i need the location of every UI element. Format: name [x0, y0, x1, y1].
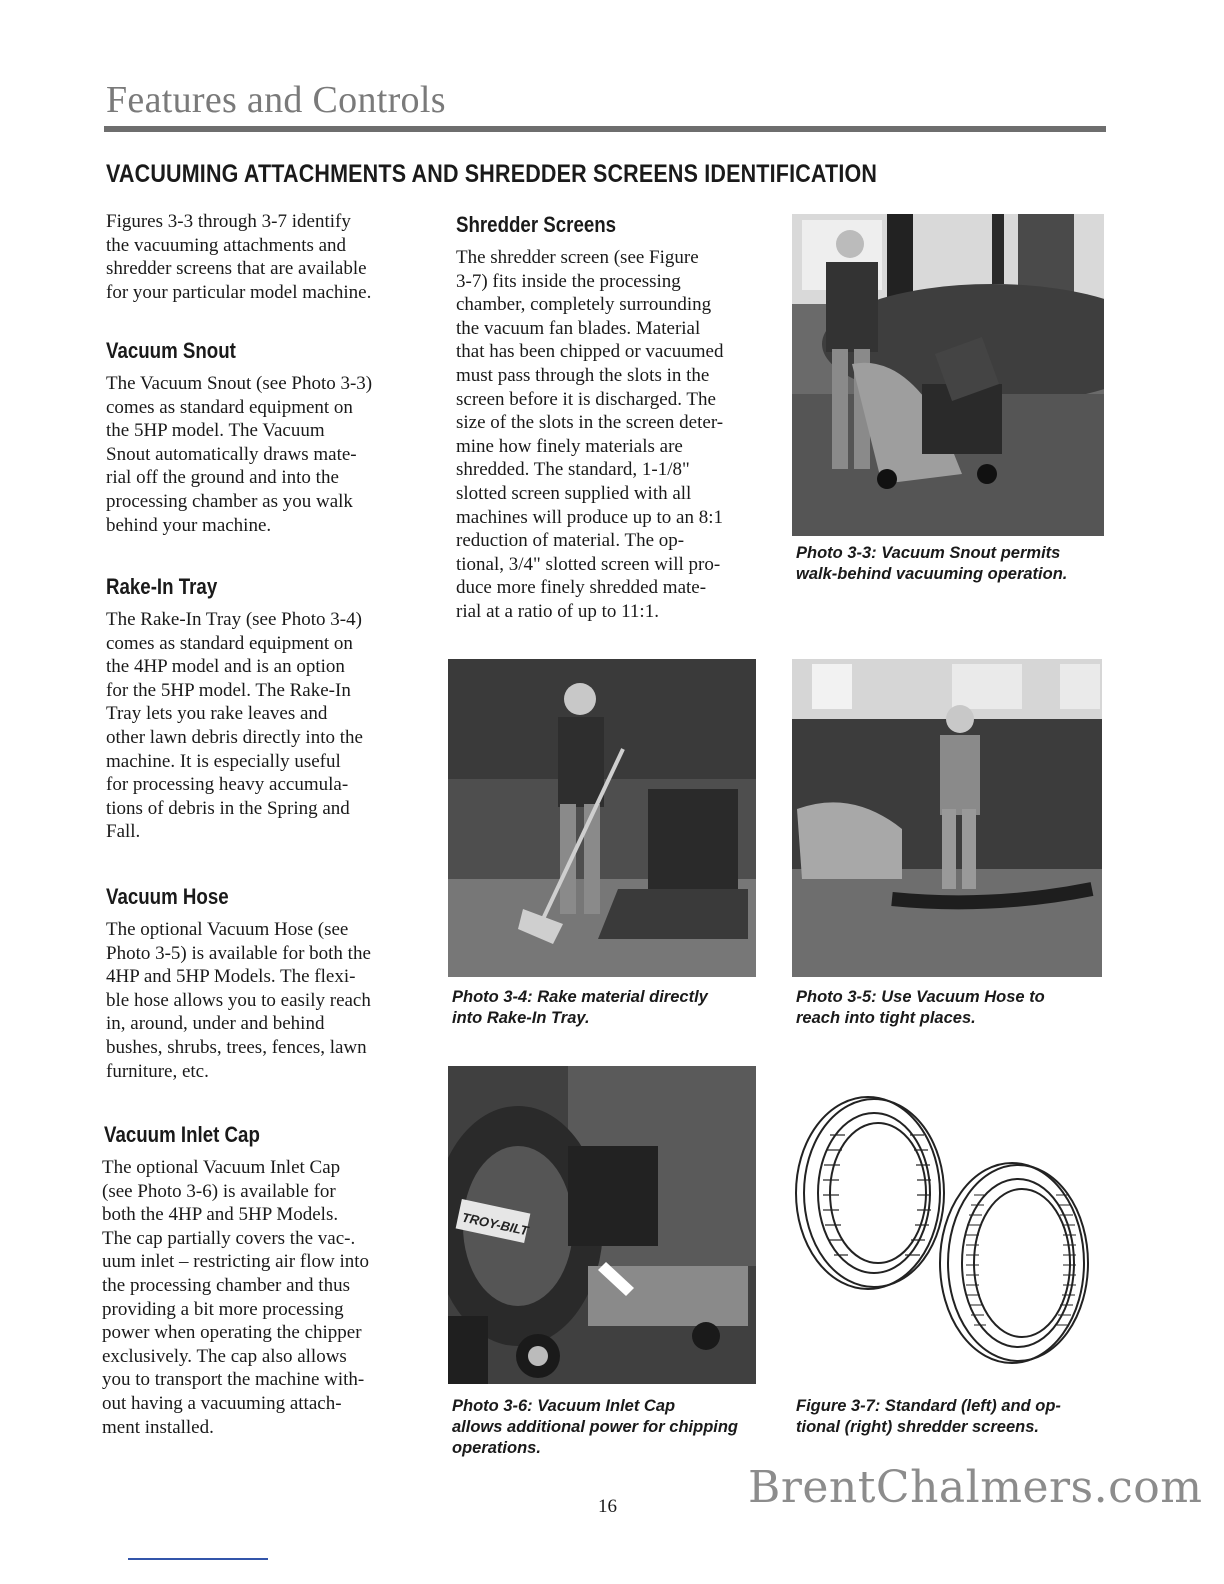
- text-line: furniture, etc.: [106, 1060, 209, 1082]
- text-line: 3-7) fits inside the processing: [456, 270, 681, 292]
- figure-shredder-screens: [790, 1095, 1108, 1385]
- text-line: size of the slots in the screen deter-: [456, 412, 724, 434]
- vacuum-snout-heading: Vacuum Snout: [106, 338, 236, 363]
- text-line: tional, 3/4" slotted screen will pro-: [456, 553, 721, 575]
- rake-in-tray-heading: Rake-In Tray: [106, 574, 218, 599]
- text-line: for processing heavy accumula-: [106, 774, 349, 796]
- text-line: the 5HP model. The Vacuum: [106, 420, 325, 442]
- text-line: the 4HP model and is an option: [106, 656, 345, 678]
- intro-paragraph: [106, 210, 426, 304]
- vacuum-snout-paragraph: [106, 372, 426, 537]
- text-line: the vacuum fan blades. Material: [456, 317, 701, 339]
- caption-line: into Rake-In Tray.: [452, 1009, 590, 1027]
- text-line: screen before it is discharged. The: [456, 388, 716, 410]
- text-line: shredder screens that are available: [106, 258, 367, 280]
- text-line: The Rake-In Tray (see Photo 3-4): [106, 609, 362, 630]
- text-line: mine how finely materials are: [456, 435, 683, 457]
- text-line: (see Photo 3-6) is available for: [102, 1180, 336, 1202]
- vacuum-hose-paragraph: [106, 918, 426, 1083]
- text-line: providing a bit more processing: [102, 1298, 344, 1320]
- text-line: the vacuuming attachments and: [106, 234, 347, 256]
- text-line: out having a vacuuming attach-: [102, 1392, 342, 1414]
- section-title: Features and Controls: [106, 79, 446, 121]
- text-line: processing chamber as you walk: [106, 490, 353, 512]
- photo-vacuum-hose: [792, 659, 1102, 977]
- caption-figure-3-7: [796, 1396, 1106, 1438]
- caption-line: Figure 3-7: Standard (left) and op-: [796, 1397, 1061, 1415]
- text-line: for your particular model machine.: [106, 281, 372, 303]
- text-line: rial off the ground and into the: [106, 467, 339, 489]
- text-line: the processing chamber and thus: [102, 1274, 350, 1296]
- text-line: comes as standard equipment on: [106, 396, 353, 418]
- text-line: Photo 3-5) is available for both the: [106, 942, 371, 964]
- title-divider: [104, 126, 1106, 132]
- caption-photo-3-3: [796, 543, 1106, 585]
- text-line: must pass through the slots in the: [456, 364, 710, 386]
- text-line: uum inlet – restricting air flow into: [102, 1251, 370, 1273]
- vacuum-inlet-cap-heading: Vacuum Inlet Cap: [104, 1122, 260, 1147]
- text-line: for the 5HP model. The Rake-In: [106, 679, 351, 701]
- text-line: Snout automatically draws mate-: [106, 443, 357, 465]
- caption-photo-3-5: [796, 987, 1096, 1029]
- optional-screen-drawing: [940, 1163, 1088, 1363]
- caption-line: operations.: [452, 1439, 541, 1457]
- caption-line: walk-behind vacuuming operation.: [796, 565, 1068, 583]
- text-line: that has been chipped or vacuumed: [456, 341, 724, 363]
- caption-photo-3-6: [452, 1396, 762, 1459]
- text-line: machine. It is especially useful: [106, 750, 341, 772]
- text-line: both the 4HP and 5HP Models.: [102, 1204, 339, 1226]
- text-line: exclusively. The cap also allows: [102, 1345, 347, 1367]
- caption-line: Photo 3-3: Vacuum Snout permits: [796, 544, 1061, 562]
- shredder-screens-heading: Shredder Screens: [456, 212, 617, 237]
- text-line: 4HP and 5HP Models. The flexi-: [106, 966, 356, 988]
- watermark: BrentChalmers.com: [748, 1462, 1203, 1513]
- text-line: shredded. The standard, 1-1/8": [456, 459, 690, 481]
- text-line: you to transport the machine with-: [102, 1369, 365, 1391]
- text-line: Fall.: [106, 821, 141, 843]
- page-number: 16: [598, 1496, 617, 1517]
- text-line: The cap partially covers the vac-.: [102, 1227, 356, 1249]
- text-line: rial at a ratio of up to 11:1.: [456, 600, 659, 622]
- standard-screen-drawing: [796, 1097, 944, 1289]
- text-line: bushes, shrubs, trees, fences, lawn: [106, 1036, 367, 1058]
- text-line: The optional Vacuum Hose (see: [106, 919, 349, 940]
- text-line: machines will produce up to an 8:1: [456, 506, 723, 528]
- caption-line: Photo 3-4: Rake material directly: [452, 988, 708, 1006]
- caption-photo-3-4: [452, 987, 752, 1029]
- text-line: Figures 3-3 through 3-7 identify: [106, 211, 351, 232]
- text-line: in, around, under and behind: [106, 1013, 325, 1035]
- text-line: The shredder screen (see Figure: [456, 247, 699, 268]
- photo-vacuum-snout: [792, 214, 1104, 536]
- text-line: chamber, completely surrounding: [456, 294, 712, 316]
- caption-line: reach into tight places.: [796, 1009, 976, 1027]
- text-line: power when operating the chipper: [102, 1322, 362, 1344]
- text-line: Tray lets you rake leaves and: [106, 703, 328, 725]
- shredder-screens-paragraph: [456, 246, 776, 624]
- bottom-rule: [128, 1558, 268, 1560]
- vacuum-inlet-cap-paragraph: [102, 1156, 422, 1439]
- text-line: reduction of material. The op-: [456, 530, 685, 552]
- text-line: ment installed.: [102, 1416, 214, 1438]
- text-line: The optional Vacuum Inlet Cap: [102, 1157, 341, 1178]
- photo-rake-in-tray: [448, 659, 756, 977]
- caption-line: Photo 3-5: Use Vacuum Hose to: [796, 988, 1045, 1006]
- text-line: tions of debris in the Spring and: [106, 797, 350, 819]
- main-heading: VACUUMING ATTACHMENTS AND SHREDDER SCREENS IDENTIFICATION: [106, 160, 878, 188]
- caption-line: tional (right) shredder screens.: [796, 1418, 1039, 1436]
- machine-brand-label: TROY-BILT: [460, 1209, 530, 1239]
- text-line: behind your machine.: [106, 514, 272, 536]
- text-line: comes as standard equipment on: [106, 632, 353, 654]
- caption-line: Photo 3-6: Vacuum Inlet Cap: [452, 1397, 676, 1415]
- text-line: other lawn debris directly into the: [106, 726, 363, 748]
- text-line: duce more finely shredded mate-: [456, 577, 707, 599]
- text-line: slotted screen supplied with all: [456, 482, 692, 504]
- text-line: ble hose allows you to easily reach: [106, 989, 371, 1011]
- caption-line: allows additional power for chipping: [452, 1418, 739, 1436]
- rake-in-tray-paragraph: [106, 608, 426, 844]
- photo-vacuum-inlet-cap: [448, 1066, 756, 1384]
- text-line: The Vacuum Snout (see Photo 3-3): [106, 373, 373, 394]
- vacuum-hose-heading: Vacuum Hose: [106, 884, 229, 909]
